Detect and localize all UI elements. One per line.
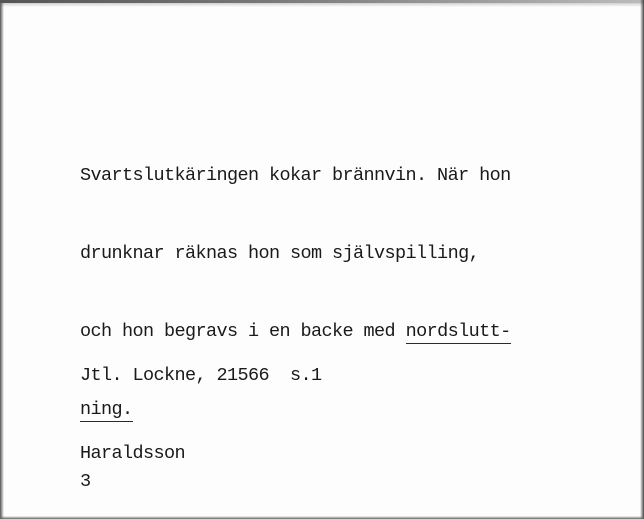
- underlined-term-part-1: nordslutt-: [405, 321, 511, 342]
- source-reference: [80, 311, 322, 519]
- card-number: 3: [80, 471, 92, 492]
- note-line-1: Svartslutkäringen kokar brännvin. När hon: [80, 165, 511, 186]
- note-line-2: drunknar räknas hon som självspilling,: [80, 243, 480, 264]
- source-location: Jtl. Lockne, 21566 s.1: [80, 365, 322, 386]
- card-right-edge: [640, 0, 644, 519]
- card-top-shadow: [0, 3, 644, 7]
- underlined-term-part-2: ning.: [80, 399, 133, 420]
- card-left-edge: [0, 0, 4, 519]
- note-line-3-text: och hon begravs i en backe med: [80, 321, 406, 342]
- source-informant: Haraldsson: [80, 443, 186, 464]
